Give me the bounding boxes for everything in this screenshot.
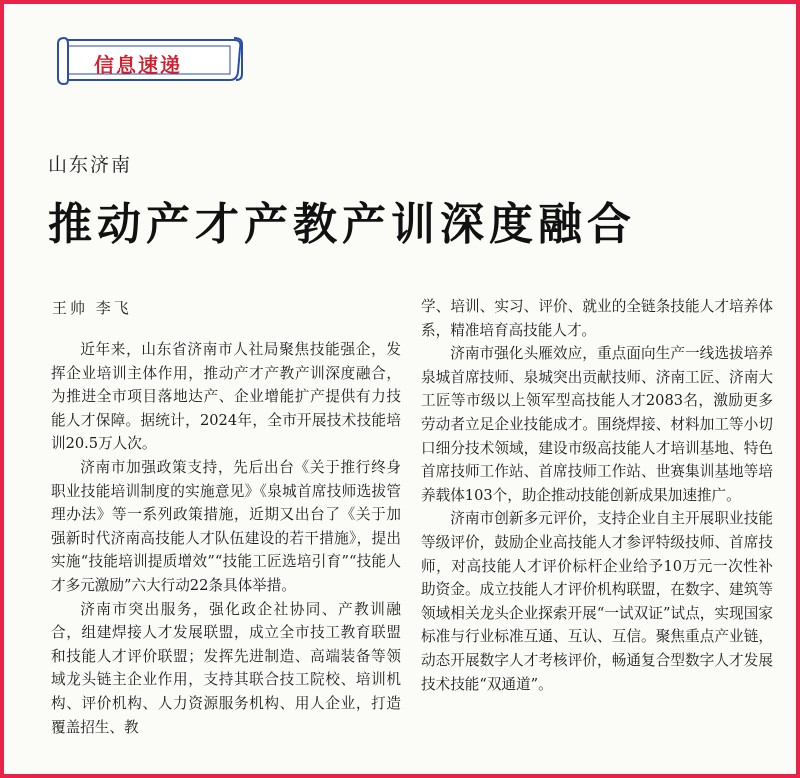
article-headline: 推动产才产教产训深度融合 bbox=[48, 199, 636, 250]
section-banner bbox=[54, 34, 244, 86]
article-byline: 王帅 李飞 bbox=[52, 299, 132, 317]
paragraph-continuation: 学、培训、实习、评价、就业的全链条技能人才培养体系，精准培育高技能人才。 bbox=[421, 298, 773, 339]
banner-label: 信息速递 bbox=[94, 53, 182, 77]
article-column-right bbox=[421, 295, 773, 696]
article-column-left bbox=[51, 338, 401, 739]
article-location: 山东济南 bbox=[48, 154, 133, 176]
paragraph: 济南市创新多元评价，支持企业自主开展职业技能等级评价，鼓励企业高技能人才参评特级技师、首席技师，对高技能人才评价标杆企业给予10万元一次性补助资金。成立技能人才评价机构联盟，在数字、建筑等领域相关龙头企业探索开展“一试双证”试点，实现国家标准与行业标准互通、互认、互信。聚焦重点产业链，动态开展数字人才考核评价，畅通复合型数字人才发展技术技能“双通道”。 bbox=[421, 510, 773, 693]
paragraph: 济南市强化头雁效应，重点面向生产一线选拔培养泉城首席技师、泉城突出贡献技师、济南工匠、济南大工匠等市级以上领军型高技能人才2083名，激励更多劳动者立足企业技能成才。围绕焊接、材料加工等小切口细分技术领域，建设市级高技能人才培训基地、特色首席技师工作站、首席技师工作站、世赛集训基地等培养载体103个，助企推动技能创新成果加速推广。 bbox=[421, 345, 773, 504]
paragraph: 济南市突出服务，强化政企社协同、产教训融合，组建焊接人才发展联盟，成立全市技工教育联盟和技能人才评价联盟；发挥先进制造、高端装备等领域龙头链主企业作用，支持其联合技工院校、培训机构、评价机构、人力资源服务机构、用人企业，打造覆盖招生、教 bbox=[51, 600, 401, 736]
newspaper-page bbox=[4, 4, 796, 774]
paragraph: 近年来，山东省济南市人社局聚焦技能强企，发挥企业培训主体作用，推动产才产教产训深度融合，为推进全市项目落地达产、企业增能扩产提供有力技能人才保障。据统计，2024年，全市开展技术技能培训20.5万人次。 bbox=[51, 341, 401, 453]
paragraph: 济南市加强政策支持，先后出台《关于推行终身职业技能培训制度的实施意见》《泉城首席技师选拔管理办法》等一系列政策措施，近期又出台了《关于加强新时代济南高技能人才队伍建设的若干措施》，提出实施“技能培训提质增效”“技能工匠选培引育”“技能人才多元激励”六大行动22条具体举措。 bbox=[51, 458, 401, 594]
